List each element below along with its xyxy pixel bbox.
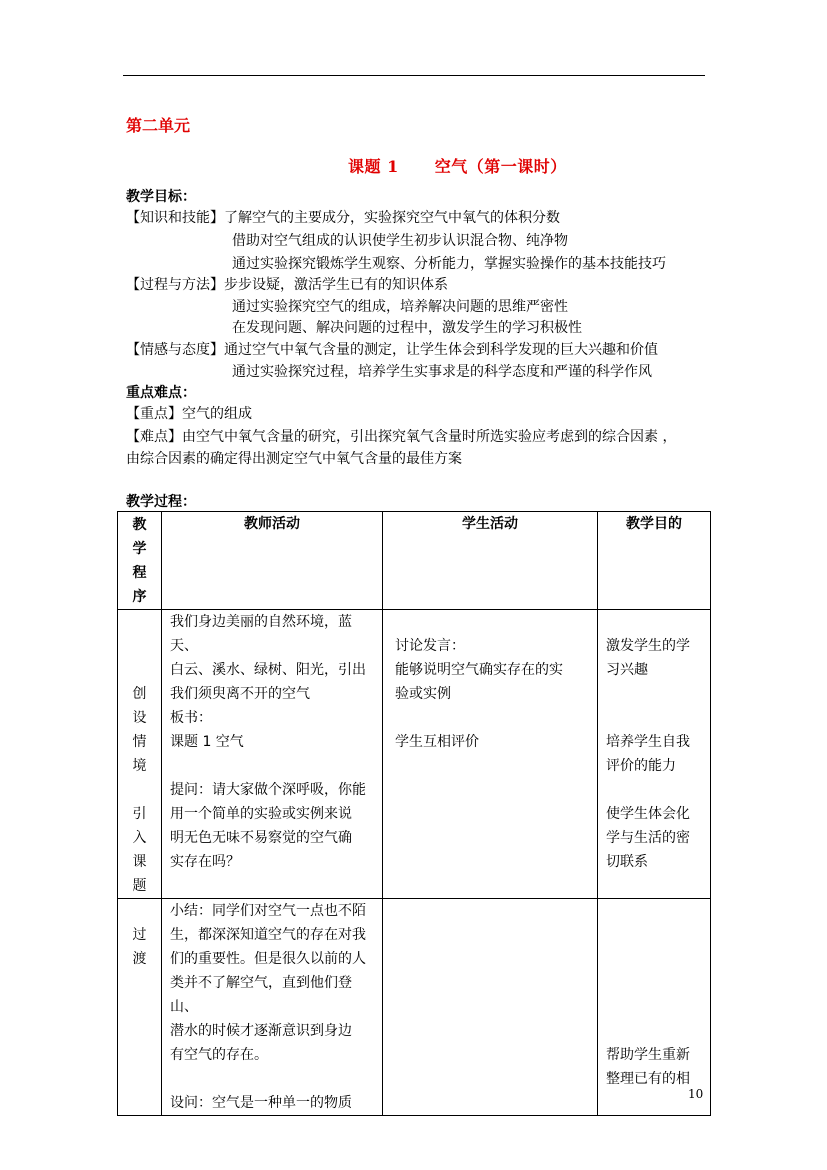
row-procedure (118, 610, 162, 899)
cell-line: 们的重要性。但是很久以前的人 (170, 951, 366, 967)
lesson-title (348, 154, 567, 177)
objective-process (126, 276, 448, 294)
cell-line: 激发学生的学 (606, 638, 690, 654)
cell-line (606, 899, 704, 923)
cell-line: 习兴趣 (606, 662, 648, 678)
cell-line: 明无色无味不易察觉的空气确 (170, 830, 352, 846)
table-row (118, 899, 711, 1116)
objective-line: 通过实验探究空气的组成，培养解决问题的思维严密性 (232, 299, 568, 315)
cell-line: 实存在吗？ (170, 854, 240, 870)
cell-line (606, 682, 704, 706)
cell-line: 使学生体会化 (606, 806, 690, 822)
cell-line: 能够说明空气确实存在的实 (395, 662, 563, 678)
header-char: 序 (132, 589, 147, 605)
process-heading: 教学过程： (126, 494, 196, 510)
cell-line: 小结：同学们对空气一点也不陌 (170, 903, 366, 919)
cell-line: 我们身边美丽的自然环境，蓝天、 (170, 614, 352, 654)
objective-tag: 【情感与态度】 (126, 342, 224, 358)
cell-line: 讨论发言： (395, 638, 465, 654)
table-row (118, 610, 711, 899)
procedure-char: 创 (132, 686, 147, 702)
procedure-char: 设 (132, 710, 147, 726)
cell-line: 验或实例 (395, 686, 451, 702)
objective-line: 在发现问题、解决问题的过程中，激发学生的学习积极性 (232, 320, 582, 336)
cell-line: 整理已有的相 (606, 1071, 690, 1087)
cell-line (606, 610, 704, 634)
procedure-char: 题 (132, 878, 147, 894)
cell-line (606, 947, 704, 971)
cell-line: 提问：请大家做个深呼吸，你能 (170, 782, 366, 798)
procedure-char: 过 (132, 927, 147, 943)
lesson-name: 空气（第一课时） (434, 157, 567, 176)
objective-line: 步步设疑，激活学生已有的知识体系 (224, 277, 448, 293)
header-char: 教 (132, 517, 147, 533)
teaching-process-table (117, 511, 711, 1116)
cell-line: 我们须臾离不开的空气 (170, 686, 310, 702)
key-point: 【重点】空气的组成 (126, 406, 252, 422)
row-student-activity (383, 899, 598, 1116)
cell-line: 生，都深深知道空气的存在对我 (170, 927, 366, 943)
header-teacher: 教师活动 (162, 512, 383, 610)
cell-line: 课题 1 空气 (170, 734, 244, 750)
objective-line: 了解空气的主要成分，实验探究空气中氧气的体积分数 (224, 210, 560, 226)
procedure-char: 境 (132, 758, 147, 774)
key-points-heading: 重点难点： (126, 385, 196, 401)
objective-line: 通过空气中氧气含量的测定，让学生体会到科学发现的巨大兴趣和价值 (224, 342, 658, 358)
cell-line: 帮助学生重新 (606, 1047, 690, 1063)
page-number: 10 (688, 1087, 704, 1101)
lesson-label: 课题 1 (348, 157, 399, 176)
cell-line (170, 1067, 376, 1091)
row-teacher-activity (162, 610, 383, 899)
cell-line: 培养学生自我 (606, 734, 690, 750)
row-purpose (598, 610, 711, 899)
procedure-char: 情 (132, 734, 147, 750)
cell-line (606, 706, 704, 730)
cell-line (395, 610, 591, 634)
objectives-heading: 教学目标： (126, 189, 196, 205)
header-char: 程 (132, 565, 147, 581)
cell-line: 学与生活的密 (606, 830, 690, 846)
objective-tag: 【知识和技能】 (126, 210, 224, 226)
cell-line (606, 971, 704, 995)
cell-line (606, 778, 704, 802)
cell-line: 白云、溪水、绿树、阳光，引出 (170, 662, 366, 678)
cell-line (606, 995, 704, 1019)
cell-line: 评价的能力 (606, 758, 676, 774)
objective-emotion (126, 341, 658, 359)
header-purpose: 教学目的 (598, 512, 711, 610)
header-procedure (118, 512, 162, 610)
cell-line (606, 1019, 704, 1043)
header-student: 学生活动 (383, 512, 598, 610)
objective-line: 通过实验探究锻炼学生观察、分析能力，掌握实验操作的基本技能技巧 (232, 256, 666, 272)
header-rule (123, 75, 705, 76)
header-char: 学 (132, 541, 147, 557)
cell-line: 设问：空气是一种单一的物质 (170, 1095, 352, 1111)
row-student-activity (383, 610, 598, 899)
difficulty-line: 【难点】由空气中氧气含量的研究，引出探究氧气含量时所选实验应考虑到的综合因素 ， (126, 429, 677, 445)
procedure-char: 引 (132, 806, 147, 822)
cell-line (395, 706, 591, 730)
cell-line (606, 923, 704, 947)
table-header-row (118, 512, 711, 610)
procedure-char: 渡 (132, 951, 147, 967)
cell-line (170, 754, 376, 778)
objective-knowledge (126, 209, 560, 227)
objective-line: 通过实验探究过程，培养学生实事求是的科学态度和严谨的科学作风 (232, 364, 652, 380)
objective-line: 借助对空气组成的认识使学生初步认识混合物、纯净物 (232, 233, 568, 249)
cell-line: 潜水的时候才逐渐意识到身边 (170, 1023, 352, 1039)
procedure-char: 入 (132, 830, 147, 846)
cell-line: 切联系 (606, 854, 648, 870)
cell-line: 类并不了解空气，直到他们登山、 (170, 975, 352, 1015)
procedure-char: 课 (132, 854, 147, 870)
cell-line: 学生互相评价 (395, 734, 479, 750)
unit-title: 第二单元 (126, 116, 191, 135)
cell-line: 有空气的存在。 (170, 1047, 268, 1063)
objective-tag: 【过程与方法】 (126, 277, 224, 293)
difficulty-line: 由综合因素的确定得出测定空气中氧气含量的最佳方案 (126, 451, 462, 467)
row-teacher-activity (162, 899, 383, 1116)
cell-line: 用一个简单的实验或实例来说 (170, 806, 352, 822)
row-purpose (598, 899, 711, 1116)
cell-line: 板书： (170, 710, 212, 726)
row-procedure (118, 899, 162, 1116)
